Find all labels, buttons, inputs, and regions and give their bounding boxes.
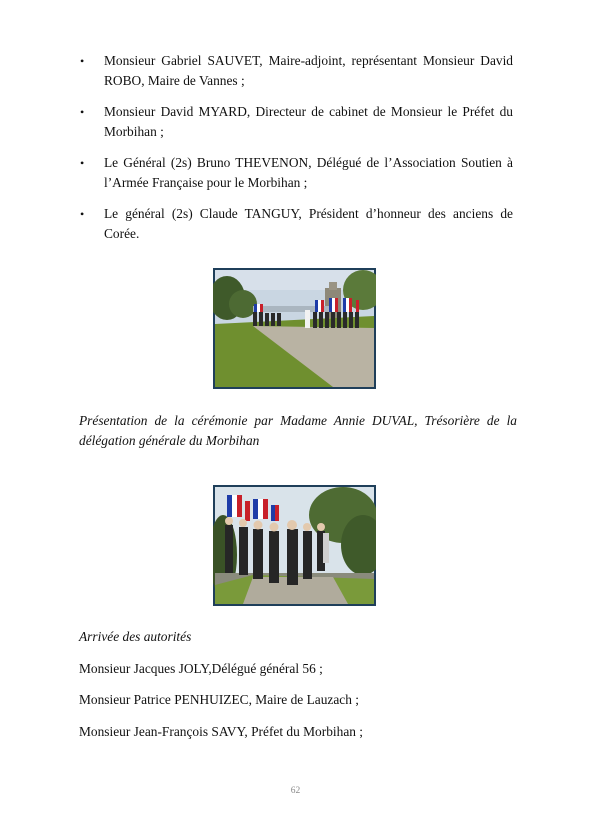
list-item <box>79 51 513 91</box>
list-item-text: Monsieur Gabriel SAUVET, Maire-adjoint, représentant Monsieur David ROBO, Maire de Vannes ; <box>104 53 513 88</box>
authorities-arrival-photo <box>213 485 376 606</box>
attendee-list <box>79 51 513 255</box>
authority-line: Monsieur Jacques JOLY,Délégué général 56 ; <box>79 661 323 676</box>
authority-line: Monsieur Patrice PENHUIZEC, Maire de Lauzach ; <box>79 692 360 707</box>
bullet-icon: • <box>80 207 85 221</box>
section-heading: Arrivée des autorités <box>79 629 192 644</box>
photo-caption: Présentation de la cérémonie par Madame Annie DUVAL, Trésorière de la délégation générale du Morbihan <box>79 413 517 448</box>
authority-line: Monsieur Jean-François SAVY, Préfet du Morbihan ; <box>79 724 364 739</box>
bullet-icon: • <box>80 54 85 68</box>
list-item-text: Le Général (2s) Bruno THEVENON, Délégué de l’Association Soutien à l’Armée Française pour le Morbihan ; <box>104 155 513 190</box>
bullet-icon: • <box>80 156 85 170</box>
page-number: 62 <box>290 786 301 796</box>
list-item-text: Monsieur David MYARD, Directeur de cabinet de Monsieur le Préfet du Morbihan ; <box>104 104 513 139</box>
list-item <box>79 102 513 142</box>
bullet-icon: • <box>80 105 85 119</box>
list-item-text: Le général (2s) Claude TANGUY, Président d’honneur des anciens de Corée. <box>104 206 513 241</box>
ceremony-photo <box>213 268 376 389</box>
list-item <box>79 204 513 244</box>
list-item <box>79 153 513 193</box>
